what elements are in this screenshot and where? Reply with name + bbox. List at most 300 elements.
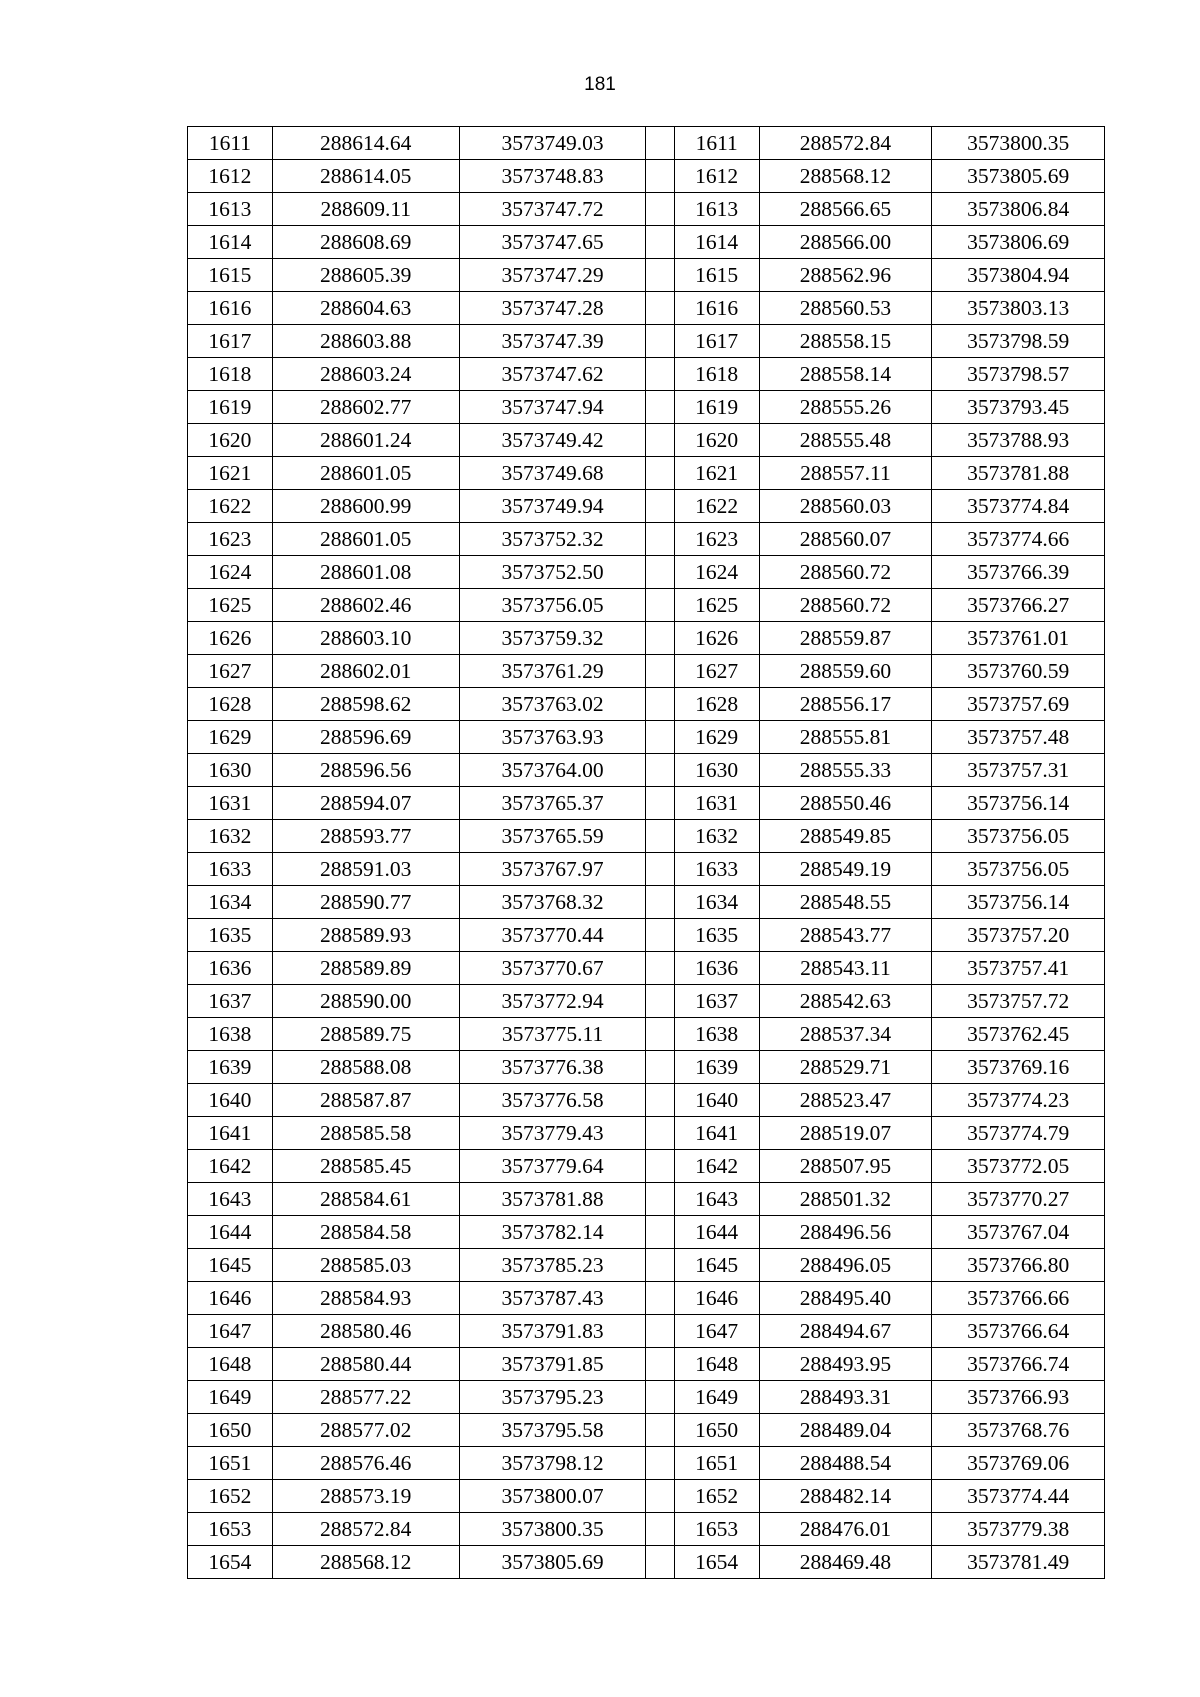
table-row (188, 358, 1105, 391)
left-y-coordinate-cell: 3573776.58 (459, 1084, 646, 1117)
right-point-number-cell: 1632 (674, 820, 759, 853)
left-y-coordinate-cell: 3573779.64 (459, 1150, 646, 1183)
right-x-coordinate-cell: 288559.60 (759, 655, 932, 688)
right-y-coordinate-cell: 3573766.74 (932, 1348, 1105, 1381)
left-point-number-cell: 1620 (188, 424, 273, 457)
right-x-coordinate-cell: 288572.84 (759, 127, 932, 160)
right-point-number-cell: 1642 (674, 1150, 759, 1183)
left-x-coordinate-cell: 288608.69 (272, 226, 459, 259)
spacer-cell (646, 226, 674, 259)
left-y-coordinate-cell: 3573761.29 (459, 655, 646, 688)
table-row (188, 490, 1105, 523)
table-row (188, 1447, 1105, 1480)
table-row (188, 1414, 1105, 1447)
table-row (188, 1117, 1105, 1150)
right-x-coordinate-cell: 288542.63 (759, 985, 932, 1018)
left-point-number-cell: 1622 (188, 490, 273, 523)
table-row (188, 1216, 1105, 1249)
left-x-coordinate-cell: 288594.07 (272, 787, 459, 820)
right-point-number-cell: 1638 (674, 1018, 759, 1051)
table-row (188, 1183, 1105, 1216)
right-x-coordinate-cell: 288555.81 (759, 721, 932, 754)
spacer-cell (646, 886, 674, 919)
left-y-coordinate-cell: 3573752.50 (459, 556, 646, 589)
right-point-number-cell: 1613 (674, 193, 759, 226)
right-point-number-cell: 1612 (674, 160, 759, 193)
right-x-coordinate-cell: 288476.01 (759, 1513, 932, 1546)
left-point-number-cell: 1621 (188, 457, 273, 490)
left-x-coordinate-cell: 288588.08 (272, 1051, 459, 1084)
left-x-coordinate-cell: 288601.08 (272, 556, 459, 589)
right-point-number-cell: 1653 (674, 1513, 759, 1546)
left-y-coordinate-cell: 3573805.69 (459, 1546, 646, 1579)
left-point-number-cell: 1634 (188, 886, 273, 919)
left-point-number-cell: 1613 (188, 193, 273, 226)
left-x-coordinate-cell: 288580.44 (272, 1348, 459, 1381)
right-x-coordinate-cell: 288494.67 (759, 1315, 932, 1348)
right-point-number-cell: 1627 (674, 655, 759, 688)
table-row (188, 1381, 1105, 1414)
left-x-coordinate-cell: 288600.99 (272, 490, 459, 523)
right-y-coordinate-cell: 3573800.35 (932, 127, 1105, 160)
left-y-coordinate-cell: 3573747.94 (459, 391, 646, 424)
table-row (188, 457, 1105, 490)
left-x-coordinate-cell: 288593.77 (272, 820, 459, 853)
right-x-coordinate-cell: 288560.72 (759, 556, 932, 589)
right-point-number-cell: 1624 (674, 556, 759, 589)
spacer-cell (646, 1150, 674, 1183)
right-y-coordinate-cell: 3573762.45 (932, 1018, 1105, 1051)
right-x-coordinate-cell: 288469.48 (759, 1546, 932, 1579)
left-y-coordinate-cell: 3573759.32 (459, 622, 646, 655)
right-point-number-cell: 1647 (674, 1315, 759, 1348)
left-point-number-cell: 1616 (188, 292, 273, 325)
left-point-number-cell: 1643 (188, 1183, 273, 1216)
right-point-number-cell: 1631 (674, 787, 759, 820)
right-y-coordinate-cell: 3573769.16 (932, 1051, 1105, 1084)
spacer-cell (646, 1051, 674, 1084)
right-x-coordinate-cell: 288562.96 (759, 259, 932, 292)
right-point-number-cell: 1614 (674, 226, 759, 259)
left-point-number-cell: 1652 (188, 1480, 273, 1513)
left-y-coordinate-cell: 3573749.68 (459, 457, 646, 490)
right-x-coordinate-cell: 288493.31 (759, 1381, 932, 1414)
spacer-cell (646, 1513, 674, 1546)
left-point-number-cell: 1642 (188, 1150, 273, 1183)
right-point-number-cell: 1620 (674, 424, 759, 457)
right-point-number-cell: 1628 (674, 688, 759, 721)
left-point-number-cell: 1611 (188, 127, 273, 160)
left-y-coordinate-cell: 3573749.42 (459, 424, 646, 457)
left-point-number-cell: 1640 (188, 1084, 273, 1117)
left-point-number-cell: 1629 (188, 721, 273, 754)
left-x-coordinate-cell: 288602.46 (272, 589, 459, 622)
spacer-cell (646, 721, 674, 754)
table-row (188, 259, 1105, 292)
spacer-cell (646, 655, 674, 688)
left-y-coordinate-cell: 3573749.03 (459, 127, 646, 160)
right-y-coordinate-cell: 3573756.05 (932, 853, 1105, 886)
left-point-number-cell: 1615 (188, 259, 273, 292)
left-x-coordinate-cell: 288596.56 (272, 754, 459, 787)
left-y-coordinate-cell: 3573752.32 (459, 523, 646, 556)
spacer-cell (646, 820, 674, 853)
left-y-coordinate-cell: 3573763.02 (459, 688, 646, 721)
left-point-number-cell: 1641 (188, 1117, 273, 1150)
left-x-coordinate-cell: 288601.24 (272, 424, 459, 457)
left-point-number-cell: 1618 (188, 358, 273, 391)
table-row (188, 1282, 1105, 1315)
left-point-number-cell: 1626 (188, 622, 273, 655)
table-row (188, 1084, 1105, 1117)
left-y-coordinate-cell: 3573772.94 (459, 985, 646, 1018)
right-y-coordinate-cell: 3573806.69 (932, 226, 1105, 259)
right-x-coordinate-cell: 288555.26 (759, 391, 932, 424)
right-point-number-cell: 1629 (674, 721, 759, 754)
right-y-coordinate-cell: 3573756.05 (932, 820, 1105, 853)
left-x-coordinate-cell: 288585.45 (272, 1150, 459, 1183)
table-row (188, 1513, 1105, 1546)
spacer-cell (646, 127, 674, 160)
left-x-coordinate-cell: 288587.87 (272, 1084, 459, 1117)
spacer-cell (646, 1546, 674, 1579)
table-row (188, 1480, 1105, 1513)
left-y-coordinate-cell: 3573770.67 (459, 952, 646, 985)
left-point-number-cell: 1636 (188, 952, 273, 985)
right-point-number-cell: 1635 (674, 919, 759, 952)
left-y-coordinate-cell: 3573791.85 (459, 1348, 646, 1381)
right-y-coordinate-cell: 3573768.76 (932, 1414, 1105, 1447)
left-point-number-cell: 1650 (188, 1414, 273, 1447)
left-point-number-cell: 1637 (188, 985, 273, 1018)
left-x-coordinate-cell: 288589.93 (272, 919, 459, 952)
right-y-coordinate-cell: 3573769.06 (932, 1447, 1105, 1480)
spacer-cell (646, 853, 674, 886)
table-row (188, 556, 1105, 589)
right-y-coordinate-cell: 3573798.57 (932, 358, 1105, 391)
spacer-cell (646, 325, 674, 358)
left-y-coordinate-cell: 3573768.32 (459, 886, 646, 919)
right-y-coordinate-cell: 3573774.66 (932, 523, 1105, 556)
right-y-coordinate-cell: 3573770.27 (932, 1183, 1105, 1216)
table-row (188, 127, 1105, 160)
left-y-coordinate-cell: 3573770.44 (459, 919, 646, 952)
left-y-coordinate-cell: 3573747.28 (459, 292, 646, 325)
left-point-number-cell: 1645 (188, 1249, 273, 1282)
left-x-coordinate-cell: 288604.63 (272, 292, 459, 325)
left-point-number-cell: 1625 (188, 589, 273, 622)
left-point-number-cell: 1630 (188, 754, 273, 787)
right-x-coordinate-cell: 288566.00 (759, 226, 932, 259)
left-x-coordinate-cell: 288614.64 (272, 127, 459, 160)
left-y-coordinate-cell: 3573782.14 (459, 1216, 646, 1249)
right-x-coordinate-cell: 288560.03 (759, 490, 932, 523)
right-y-coordinate-cell: 3573805.69 (932, 160, 1105, 193)
left-point-number-cell: 1649 (188, 1381, 273, 1414)
right-point-number-cell: 1625 (674, 589, 759, 622)
right-y-coordinate-cell: 3573766.27 (932, 589, 1105, 622)
right-x-coordinate-cell: 288555.48 (759, 424, 932, 457)
left-x-coordinate-cell: 288598.62 (272, 688, 459, 721)
left-y-coordinate-cell: 3573749.94 (459, 490, 646, 523)
right-point-number-cell: 1651 (674, 1447, 759, 1480)
left-x-coordinate-cell: 288589.89 (272, 952, 459, 985)
table-row (188, 754, 1105, 787)
left-y-coordinate-cell: 3573776.38 (459, 1051, 646, 1084)
left-point-number-cell: 1646 (188, 1282, 273, 1315)
left-y-coordinate-cell: 3573756.05 (459, 589, 646, 622)
right-point-number-cell: 1618 (674, 358, 759, 391)
left-x-coordinate-cell: 288605.39 (272, 259, 459, 292)
table-row (188, 523, 1105, 556)
left-y-coordinate-cell: 3573800.07 (459, 1480, 646, 1513)
right-x-coordinate-cell: 288560.53 (759, 292, 932, 325)
left-x-coordinate-cell: 288596.69 (272, 721, 459, 754)
left-x-coordinate-cell: 288603.88 (272, 325, 459, 358)
right-y-coordinate-cell: 3573774.44 (932, 1480, 1105, 1513)
left-y-coordinate-cell: 3573767.97 (459, 853, 646, 886)
right-x-coordinate-cell: 288488.54 (759, 1447, 932, 1480)
table-row (188, 787, 1105, 820)
right-point-number-cell: 1646 (674, 1282, 759, 1315)
right-x-coordinate-cell: 288489.04 (759, 1414, 932, 1447)
right-y-coordinate-cell: 3573757.69 (932, 688, 1105, 721)
right-point-number-cell: 1626 (674, 622, 759, 655)
right-y-coordinate-cell: 3573766.93 (932, 1381, 1105, 1414)
left-y-coordinate-cell: 3573787.43 (459, 1282, 646, 1315)
left-y-coordinate-cell: 3573779.43 (459, 1117, 646, 1150)
right-x-coordinate-cell: 288560.07 (759, 523, 932, 556)
left-point-number-cell: 1617 (188, 325, 273, 358)
left-point-number-cell: 1628 (188, 688, 273, 721)
right-x-coordinate-cell: 288495.40 (759, 1282, 932, 1315)
left-y-coordinate-cell: 3573747.72 (459, 193, 646, 226)
left-y-coordinate-cell: 3573798.12 (459, 1447, 646, 1480)
right-y-coordinate-cell: 3573798.59 (932, 325, 1105, 358)
spacer-cell (646, 1381, 674, 1414)
table-row (188, 1051, 1105, 1084)
right-x-coordinate-cell: 288543.77 (759, 919, 932, 952)
left-y-coordinate-cell: 3573795.58 (459, 1414, 646, 1447)
left-x-coordinate-cell: 288584.61 (272, 1183, 459, 1216)
right-x-coordinate-cell: 288519.07 (759, 1117, 932, 1150)
spacer-cell (646, 1249, 674, 1282)
left-y-coordinate-cell: 3573785.23 (459, 1249, 646, 1282)
left-y-coordinate-cell: 3573748.83 (459, 160, 646, 193)
right-y-coordinate-cell: 3573757.20 (932, 919, 1105, 952)
left-y-coordinate-cell: 3573765.37 (459, 787, 646, 820)
spacer-cell (646, 424, 674, 457)
right-y-coordinate-cell: 3573806.84 (932, 193, 1105, 226)
page-number: 181 (584, 74, 616, 95)
left-point-number-cell: 1644 (188, 1216, 273, 1249)
table-row (188, 820, 1105, 853)
right-point-number-cell: 1640 (674, 1084, 759, 1117)
left-x-coordinate-cell: 288590.00 (272, 985, 459, 1018)
table-row (188, 1348, 1105, 1381)
left-x-coordinate-cell: 288580.46 (272, 1315, 459, 1348)
right-point-number-cell: 1637 (674, 985, 759, 1018)
right-x-coordinate-cell: 288560.72 (759, 589, 932, 622)
right-y-coordinate-cell: 3573766.64 (932, 1315, 1105, 1348)
table-row (188, 1150, 1105, 1183)
spacer-cell (646, 1018, 674, 1051)
right-point-number-cell: 1643 (674, 1183, 759, 1216)
spacer-cell (646, 292, 674, 325)
right-point-number-cell: 1639 (674, 1051, 759, 1084)
table-row (188, 193, 1105, 226)
left-y-coordinate-cell: 3573747.65 (459, 226, 646, 259)
right-point-number-cell: 1645 (674, 1249, 759, 1282)
left-x-coordinate-cell: 288603.24 (272, 358, 459, 391)
table-row (188, 292, 1105, 325)
table-row (188, 886, 1105, 919)
table-row (188, 622, 1105, 655)
right-point-number-cell: 1617 (674, 325, 759, 358)
right-y-coordinate-cell: 3573766.80 (932, 1249, 1105, 1282)
spacer-cell (646, 523, 674, 556)
left-y-coordinate-cell: 3573765.59 (459, 820, 646, 853)
right-x-coordinate-cell: 288556.17 (759, 688, 932, 721)
right-point-number-cell: 1623 (674, 523, 759, 556)
spacer-cell (646, 1117, 674, 1150)
right-y-coordinate-cell: 3573774.79 (932, 1117, 1105, 1150)
right-point-number-cell: 1615 (674, 259, 759, 292)
spacer-cell (646, 622, 674, 655)
left-x-coordinate-cell: 288589.75 (272, 1018, 459, 1051)
left-y-coordinate-cell: 3573747.39 (459, 325, 646, 358)
left-point-number-cell: 1619 (188, 391, 273, 424)
right-y-coordinate-cell: 3573757.48 (932, 721, 1105, 754)
left-point-number-cell: 1631 (188, 787, 273, 820)
right-x-coordinate-cell: 288559.87 (759, 622, 932, 655)
table-row (188, 160, 1105, 193)
spacer-cell (646, 1183, 674, 1216)
spacer-cell (646, 787, 674, 820)
table-row (188, 325, 1105, 358)
right-x-coordinate-cell: 288568.12 (759, 160, 932, 193)
left-point-number-cell: 1614 (188, 226, 273, 259)
table-row (188, 391, 1105, 424)
right-y-coordinate-cell: 3573767.04 (932, 1216, 1105, 1249)
right-y-coordinate-cell: 3573756.14 (932, 886, 1105, 919)
left-point-number-cell: 1654 (188, 1546, 273, 1579)
right-y-coordinate-cell: 3573774.84 (932, 490, 1105, 523)
left-x-coordinate-cell: 288585.03 (272, 1249, 459, 1282)
left-x-coordinate-cell: 288584.58 (272, 1216, 459, 1249)
right-y-coordinate-cell: 3573779.38 (932, 1513, 1105, 1546)
right-x-coordinate-cell: 288529.71 (759, 1051, 932, 1084)
spacer-cell (646, 193, 674, 226)
right-point-number-cell: 1621 (674, 457, 759, 490)
table-row (188, 985, 1105, 1018)
spacer-cell (646, 259, 674, 292)
left-x-coordinate-cell: 288573.19 (272, 1480, 459, 1513)
right-x-coordinate-cell: 288482.14 (759, 1480, 932, 1513)
right-x-coordinate-cell: 288537.34 (759, 1018, 932, 1051)
right-point-number-cell: 1650 (674, 1414, 759, 1447)
left-y-coordinate-cell: 3573781.88 (459, 1183, 646, 1216)
table-row (188, 655, 1105, 688)
left-point-number-cell: 1632 (188, 820, 273, 853)
right-point-number-cell: 1630 (674, 754, 759, 787)
right-x-coordinate-cell: 288549.19 (759, 853, 932, 886)
left-point-number-cell: 1624 (188, 556, 273, 589)
right-point-number-cell: 1648 (674, 1348, 759, 1381)
spacer-cell (646, 391, 674, 424)
right-point-number-cell: 1616 (674, 292, 759, 325)
left-point-number-cell: 1633 (188, 853, 273, 886)
spacer-cell (646, 919, 674, 952)
spacer-cell (646, 1216, 674, 1249)
right-y-coordinate-cell: 3573761.01 (932, 622, 1105, 655)
spacer-cell (646, 1480, 674, 1513)
left-point-number-cell: 1648 (188, 1348, 273, 1381)
right-x-coordinate-cell: 288543.11 (759, 952, 932, 985)
spacer-cell (646, 589, 674, 622)
left-y-coordinate-cell: 3573764.00 (459, 754, 646, 787)
right-x-coordinate-cell: 288558.15 (759, 325, 932, 358)
spacer-cell (646, 1282, 674, 1315)
right-y-coordinate-cell: 3573766.39 (932, 556, 1105, 589)
left-point-number-cell: 1638 (188, 1018, 273, 1051)
left-x-coordinate-cell: 288601.05 (272, 523, 459, 556)
right-y-coordinate-cell: 3573788.93 (932, 424, 1105, 457)
left-x-coordinate-cell: 288572.84 (272, 1513, 459, 1546)
left-y-coordinate-cell: 3573800.35 (459, 1513, 646, 1546)
left-x-coordinate-cell: 288602.01 (272, 655, 459, 688)
left-x-coordinate-cell: 288568.12 (272, 1546, 459, 1579)
right-point-number-cell: 1633 (674, 853, 759, 886)
right-y-coordinate-cell: 3573760.59 (932, 655, 1105, 688)
right-y-coordinate-cell: 3573804.94 (932, 259, 1105, 292)
table-row (188, 1249, 1105, 1282)
left-point-number-cell: 1627 (188, 655, 273, 688)
table-row (188, 589, 1105, 622)
spacer-cell (646, 952, 674, 985)
coordinate-table-body (188, 127, 1105, 1579)
spacer-cell (646, 556, 674, 589)
left-point-number-cell: 1651 (188, 1447, 273, 1480)
left-point-number-cell: 1612 (188, 160, 273, 193)
spacer-cell (646, 1414, 674, 1447)
right-x-coordinate-cell: 288549.85 (759, 820, 932, 853)
left-y-coordinate-cell: 3573763.93 (459, 721, 646, 754)
table-row (188, 919, 1105, 952)
right-y-coordinate-cell: 3573757.72 (932, 985, 1105, 1018)
table-row (188, 1315, 1105, 1348)
table-row (188, 952, 1105, 985)
right-point-number-cell: 1636 (674, 952, 759, 985)
right-y-coordinate-cell: 3573766.66 (932, 1282, 1105, 1315)
spacer-cell (646, 1315, 674, 1348)
right-x-coordinate-cell: 288523.47 (759, 1084, 932, 1117)
left-x-coordinate-cell: 288590.77 (272, 886, 459, 919)
table-row (188, 1546, 1105, 1579)
left-point-number-cell: 1647 (188, 1315, 273, 1348)
right-y-coordinate-cell: 3573781.49 (932, 1546, 1105, 1579)
spacer-cell (646, 688, 674, 721)
spacer-cell (646, 457, 674, 490)
right-y-coordinate-cell: 3573756.14 (932, 787, 1105, 820)
right-point-number-cell: 1641 (674, 1117, 759, 1150)
right-x-coordinate-cell: 288557.11 (759, 457, 932, 490)
left-point-number-cell: 1635 (188, 919, 273, 952)
left-x-coordinate-cell: 288614.05 (272, 160, 459, 193)
coordinate-table (187, 126, 1105, 1579)
right-y-coordinate-cell: 3573774.23 (932, 1084, 1105, 1117)
left-y-coordinate-cell: 3573791.83 (459, 1315, 646, 1348)
